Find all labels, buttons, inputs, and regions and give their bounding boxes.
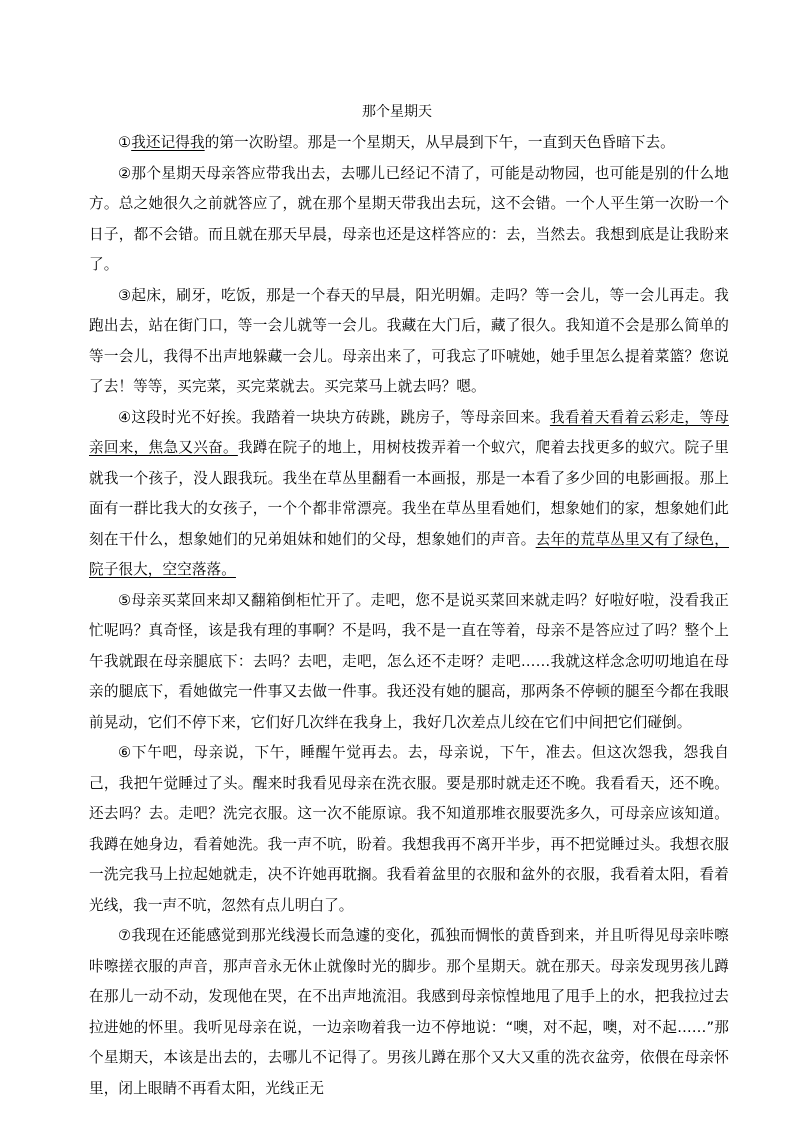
underlined-text: 去年的荒草丛里又有了绿色，院子很大，空空落落。 [89,530,729,578]
paragraph-2 [89,159,729,281]
underlined-text: 我还记得我 [131,134,205,151]
paragraph-text: ④这段时光不好挨。我踏着一块块方砖跳，跳房子，等母亲回来。 [118,408,550,426]
paragraph-5 [89,586,729,739]
paragraph-text: ②那个星期天母亲答应带我出去，去哪儿已经记不清了，可能是动物园，也可能是别的什么地方。总之她很久之前就答应了，就在那个星期天带我出去玩，这不会错。一个人平生第一次盼一个日子，都不会错。而且就在那天早晨，母亲也还是这样答应的：去，当然去。我想到底是让我盼来了。 [89,164,729,273]
paragraph-text: ⑥下午吧，母亲说，下午，睡醒午觉再去。去，母亲说，下午，准去。但这次怨我，怨我自己，我把午觉睡过了头。醒来时我看见母亲在洗衣服。要是那时就走还不晚。我看看天，还不晚。还去吗？去。走吧？洗完衣服。这一次不能原谅。我不知道那堆衣服要洗多久，可母亲应该知道。我蹲在她身边，看着她洗。我一声不吭，盼着。我想我再不离开半步，再不把觉睡过头。我想衣服一洗完我马上拉起她就走，决不许她再耽搁。我看着盆里的衣服和盆外的衣服，我看着太阳，看着光线，我一声不吭，忽然有点儿明白了。 [89,744,729,914]
paragraph-text: ⑤母亲买菜回来却又翻箱倒柜忙开了。走吧，您不是说买菜回来就走吗？好啦好啦，没看我正忙呢吗？真奇怪，该是我有理的事啊？不是吗，我不是一直在等着，母亲不是答应过了吗？整个上午我就跟在母亲腿底下：去吗？去吧，走吧，怎么还不走呀？走吧……我就这样念念叨叨地追在母亲的腿底下，看她做完一件事又去做一件事。我还没有她的腿高，那两条不停顿的腿至今都在我眼前晃动，它们不停下来，它们好几次绊在我身上，我好几次差点儿绞在它们中间把它们碰倒。 [89,591,729,731]
paragraph-4 [89,403,729,586]
paragraph-3 [89,281,729,403]
article-title: 那个星期天 [362,104,432,120]
paragraph-text: 我蹲在院子的地上，用树枝拨弄着一个蚁穴，爬着去找更多的蚁穴。院子里就我一个孩子，没人跟我玩。我坐在草丛里翻看一本画报，那是一本看了多少回的电影画报。那上面有一群比我大的女孩子，一个个都非常漂亮。我坐在草丛里看她们，想象她们的家，想象她们此刻在干什么，想象她们的兄弟姐妹和她们的父母，想象她们的声音。 [89,439,729,548]
paragraph-text: 的第一次盼望。那是一个星期天，从早晨到下午，一直到天色昏暗下去。 [204,134,675,151]
paragraph-1 [89,128,729,159]
paragraph-text: ① [118,134,132,151]
underlined-text: 我看着天看着云彩走，等母亲回来，焦急又兴奋。 [89,408,729,456]
paragraph-7 [89,921,729,1104]
paragraph-text: ⑦我现在还能感觉到那光线漫长而急遽的变化，孤独而惆怅的黄昏到来，并且听得见母亲咔嚓咔嚓搓衣服的声音，那声音永无休止就像时光的脚步。那个星期天。就在那天。母亲发现男孩儿蹲在那儿一动不动，发现他在哭，在不出声地流泪。我感到母亲惊惶地甩了甩手上的水，把我拉过去拉进她的怀里。我听见母亲在说，一边亲吻着我一边不停地说：“噢，对不起，噢，对不起……”那个星期天，本该是出去的，去哪儿不记得了。男孩儿蹲在那个又大又重的洗衣盆旁，依偎在母亲怀里，闭上眼睛不再看太阳，光线正无 [89,927,729,1097]
paragraph-6 [89,738,729,921]
article-body [89,128,729,1104]
paragraph-text: ③起床，刷牙，吃饭，那是一个春天的早晨，阳光明媚。走吗？等一会儿，等一会儿再走。我跑出去，站在街门口，等一会儿就等一会儿。我藏在大门后，藏了很久。我知道不会是那么简单的等一会儿，我得不出声地躲藏一会儿。母亲出来了，可我忘了吓唬她，她手里怎么提着菜篮？您说了去！等等，买完菜，买完菜就去。买完菜马上就去吗？嗯。 [89,286,729,395]
